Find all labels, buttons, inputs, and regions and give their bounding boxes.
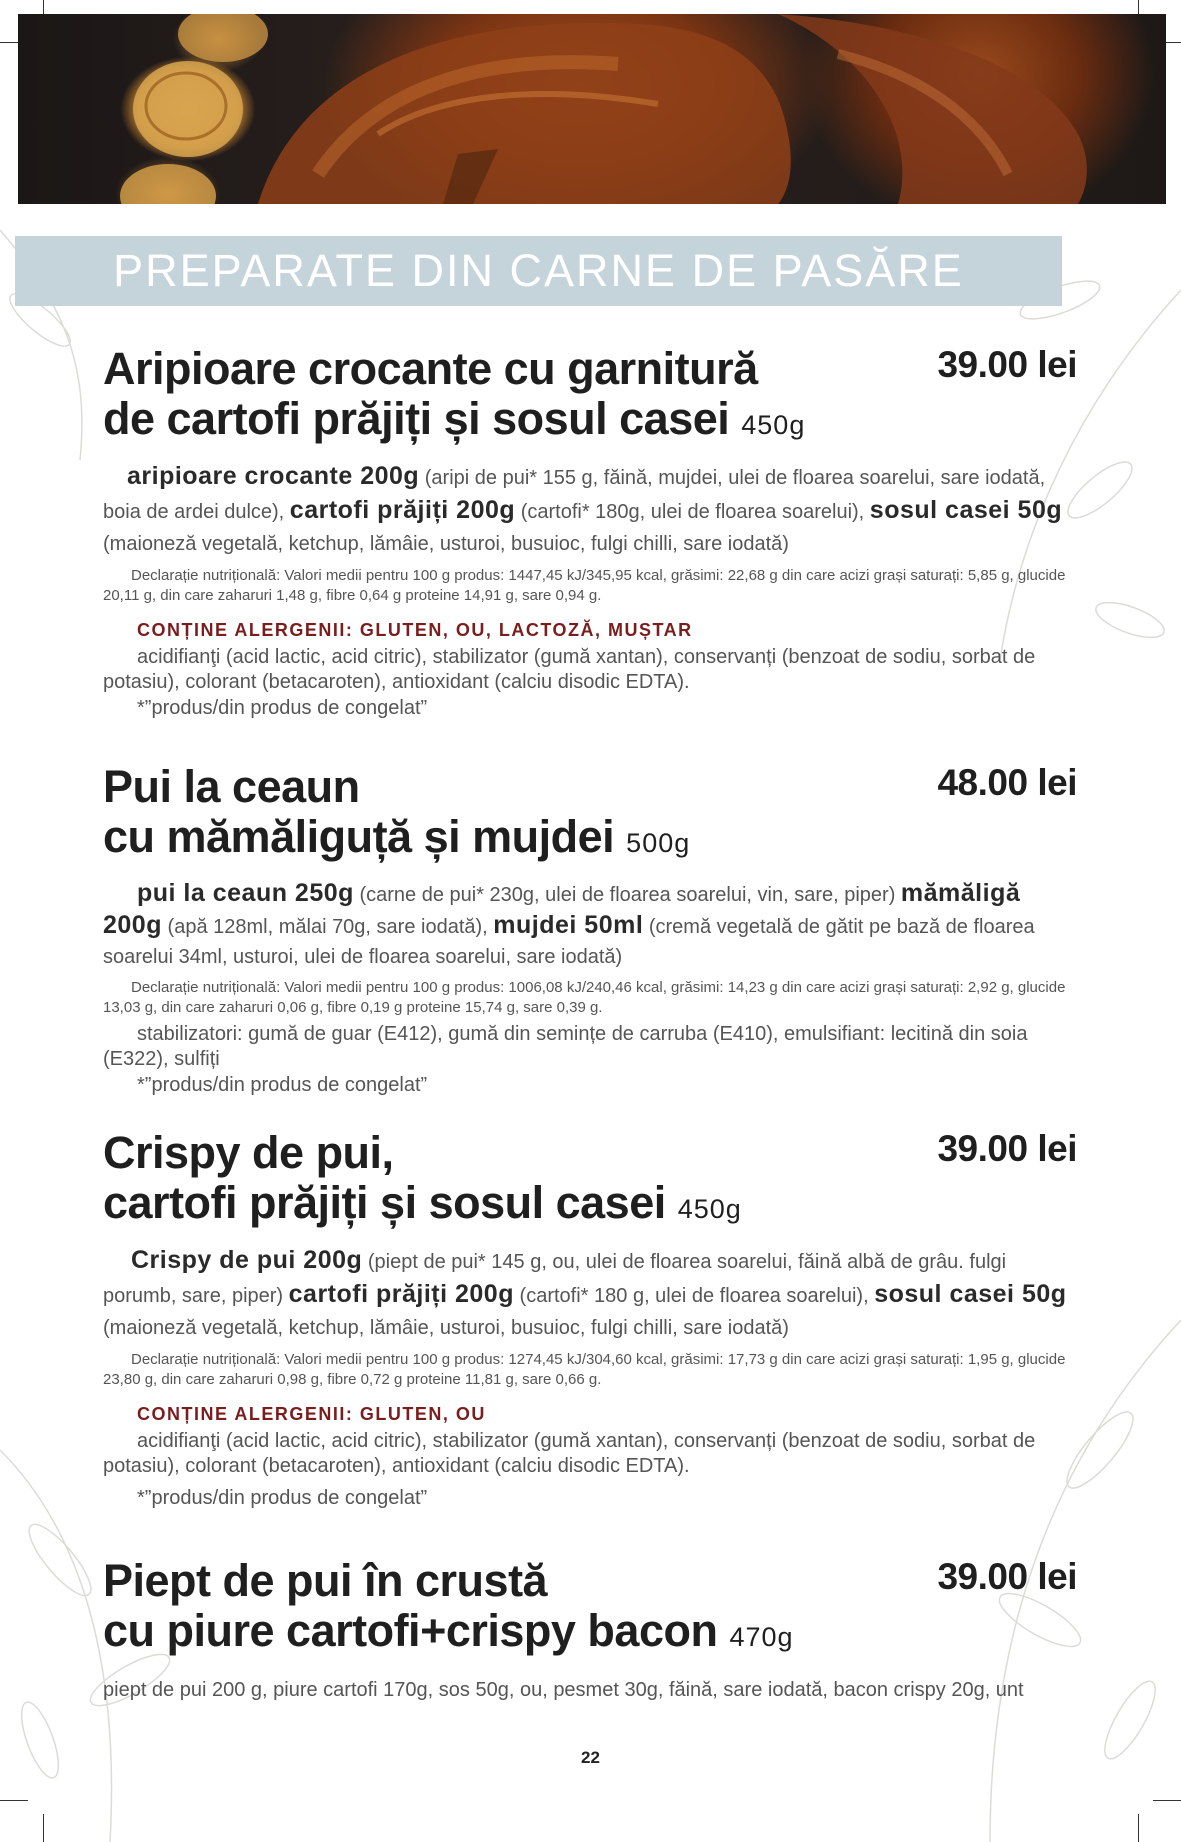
allergens-notice: CONȚINE ALERGENII: GLUTEN, OU, LACTOZĂ, MUȘTAR [137,620,693,640]
component-name: pui la ceaun 250g [137,879,354,907]
item-title-line2-text: de cartofi prăjiți și sosul casei [103,393,730,444]
menu-item-aripioare [103,344,1077,720]
item-weight: 500g [626,828,691,858]
item-title-line2 [103,812,1077,868]
section-title: PREPARATE DIN CARNE DE PASĂRE [113,245,964,296]
component-details: (carne de pui* 230g, ulei de floarea soarelui, vin, sare, piper) [353,884,901,906]
crop-mark [1138,1814,1139,1842]
page-number: 22 [581,1748,600,1767]
allergens-notice: CONȚINE ALERGENII: GLUTEN, OU [137,1404,486,1424]
item-title-line1: Aripioare crocante cu garnitură [103,343,758,394]
component-name: cartofi prăjiți 200g [288,1280,514,1308]
nutrition-declaration: Declarație nutrițională: Valori medii pentru 100 g produs: 1274,45 kJ/304,60 kcal, grăsimi: 17,73 g din care acizi grași saturați: 1,95 g, glucide 23,80 g, din care zaharuri 0,98 g, fibre 0,72 g proteine 11,81 g, sare 0,66 g. [103,1351,1066,1388]
hero-photo-roast-chicken [18,14,1166,204]
component-details: (piept de pui* 145 g, ou, ulei de floarea soarelui, făină albă de grâu. fulgi porumb, sare, piper) [103,1251,1007,1307]
component-name: aripioare crocante 200g [127,462,420,490]
nutrition-declaration: Declarație nutrițională: Valori medii pentru 100 g produs: 1006,08 kJ/240,46 kcal, grăsimi: 14,23 g din care acizi grași saturați: 2,92 g, glucide 13,03 g, din care zaharuri 0,06 g, fibre 0,19 g proteine 15,74 g, sare 0,39 g. [103,979,1066,1016]
item-price: 48.00 lei [937,762,1077,803]
component-details: (aripi de pui* 155 g, făină, mujdei, ulei de floarea soarelui, sare iodată, boia de ardei dulce), [103,467,1046,523]
item-weight: 450g [741,410,806,440]
component-name: mămăligă 200g [103,879,1021,939]
item-price: 39.00 lei [937,1556,1077,1597]
crop-mark [43,1814,44,1842]
component-name: Crispy de pui 200g [131,1246,363,1274]
frozen-product-note: *”produs/din produs de congelat” [137,1487,428,1509]
item-title-line2-text: cu mămăliguță și mujdei [103,811,615,862]
item-price: 39.00 lei [937,1128,1077,1169]
item-title-line1: Crispy de pui, [103,1127,394,1178]
component-name: sosul casei 50g [874,1280,1067,1308]
section-banner [15,236,1062,306]
item-title-line2-text: cu piure cartofi+crispy bacon [103,1605,718,1656]
item-description: piept de pui 200 g, piure cartofi 170g, sos 50g, ou, pesmet 30g, făină, sare iodată, bacon crispy 20g, unt [103,1679,1024,1701]
frozen-product-note: *”produs/din produs de congelat” [137,1074,428,1096]
component-details: (cremă vegetală de gătit pe bază de floarea soarelui 34ml, usturoi, ulei de floarea soarelui, sare iodată) [103,916,1035,968]
crop-mark [1153,1800,1181,1801]
menu-item-pui-la-ceaun [103,762,1077,1097]
component-details: (maioneză vegetală, ketchup, lămâie, usturoi, busuioc, fulgi chilli, sare iodată) [103,533,789,555]
item-title-line2 [103,394,1077,450]
item-description [103,1244,1077,1344]
item-title-line1: Piept de pui în crustă [103,1555,548,1606]
item-title [103,762,1077,868]
additives: stabilizatori: gumă de guar (E412), gumă din semințe de carruba (E410), emulsifiant: lecitină din soia (E322), sulfiți [103,1023,1028,1070]
additives: acidifianţi (acid lactic, acid citric), stabilizator (gumă xantan), conservanți (benzoat de sodiu, sorbat de potasiu), colorant (betacaroten), antioxidant (calciu disodic EDTA). [103,646,1036,693]
component-details: (cartofi* 180 g, ulei de floarea soarelui), [514,1285,875,1307]
menu-item-piept-in-crusta [103,1556,1077,1703]
component-details: (apă 128ml, mălai 70g, sare iodată), [161,916,494,938]
item-title [103,344,1077,450]
component-name: sosul casei 50g [869,496,1063,524]
item-title-line2 [103,1178,1077,1234]
component-name: cartofi prăjiți 200g [289,496,516,524]
additives: acidifianţi (acid lactic, acid citric), stabilizator (gumă xantan), conservanți (benzoat de sodiu, sorbat de potasiu), colorant (betacaroten), antioxidant (calciu disodic EDTA). [103,1430,1036,1477]
crop-mark [0,1800,28,1801]
item-weight: 450g [677,1194,742,1224]
component-details: (maioneză vegetală, ketchup, lămâie, usturoi, busuioc, fulgi chilli, sare iodată) [103,1317,789,1339]
item-price: 39.00 lei [937,344,1077,385]
nutrition-declaration: Declarație nutrițională: Valori medii pentru 100 g produs: 1447,45 kJ/345,95 kcal, grăsimi: 22,68 g din care acizi grași saturați: 5,85 g, glucide 20,11 g, din care zaharuri 1,48 g, fibre 0,64 g proteine 14,91 g, sare 0,94 g. [103,567,1066,604]
item-description [103,460,1077,560]
component-name: mujdei 50ml [493,911,644,939]
item-title [103,1556,1077,1662]
menu-item-crispy-de-pui [103,1128,1077,1510]
frozen-product-note: *”produs/din produs de congelat” [137,697,428,719]
component-details: (cartofi* 180g, ulei de floarea soarelui), [515,501,870,523]
item-description [103,878,1077,972]
item-title-line2 [103,1606,1077,1662]
item-title [103,1128,1077,1234]
item-title-line1: Pui la ceaun [103,761,360,812]
item-title-line2-text: cartofi prăjiți și sosul casei [103,1177,666,1228]
item-weight: 470g [729,1622,794,1652]
